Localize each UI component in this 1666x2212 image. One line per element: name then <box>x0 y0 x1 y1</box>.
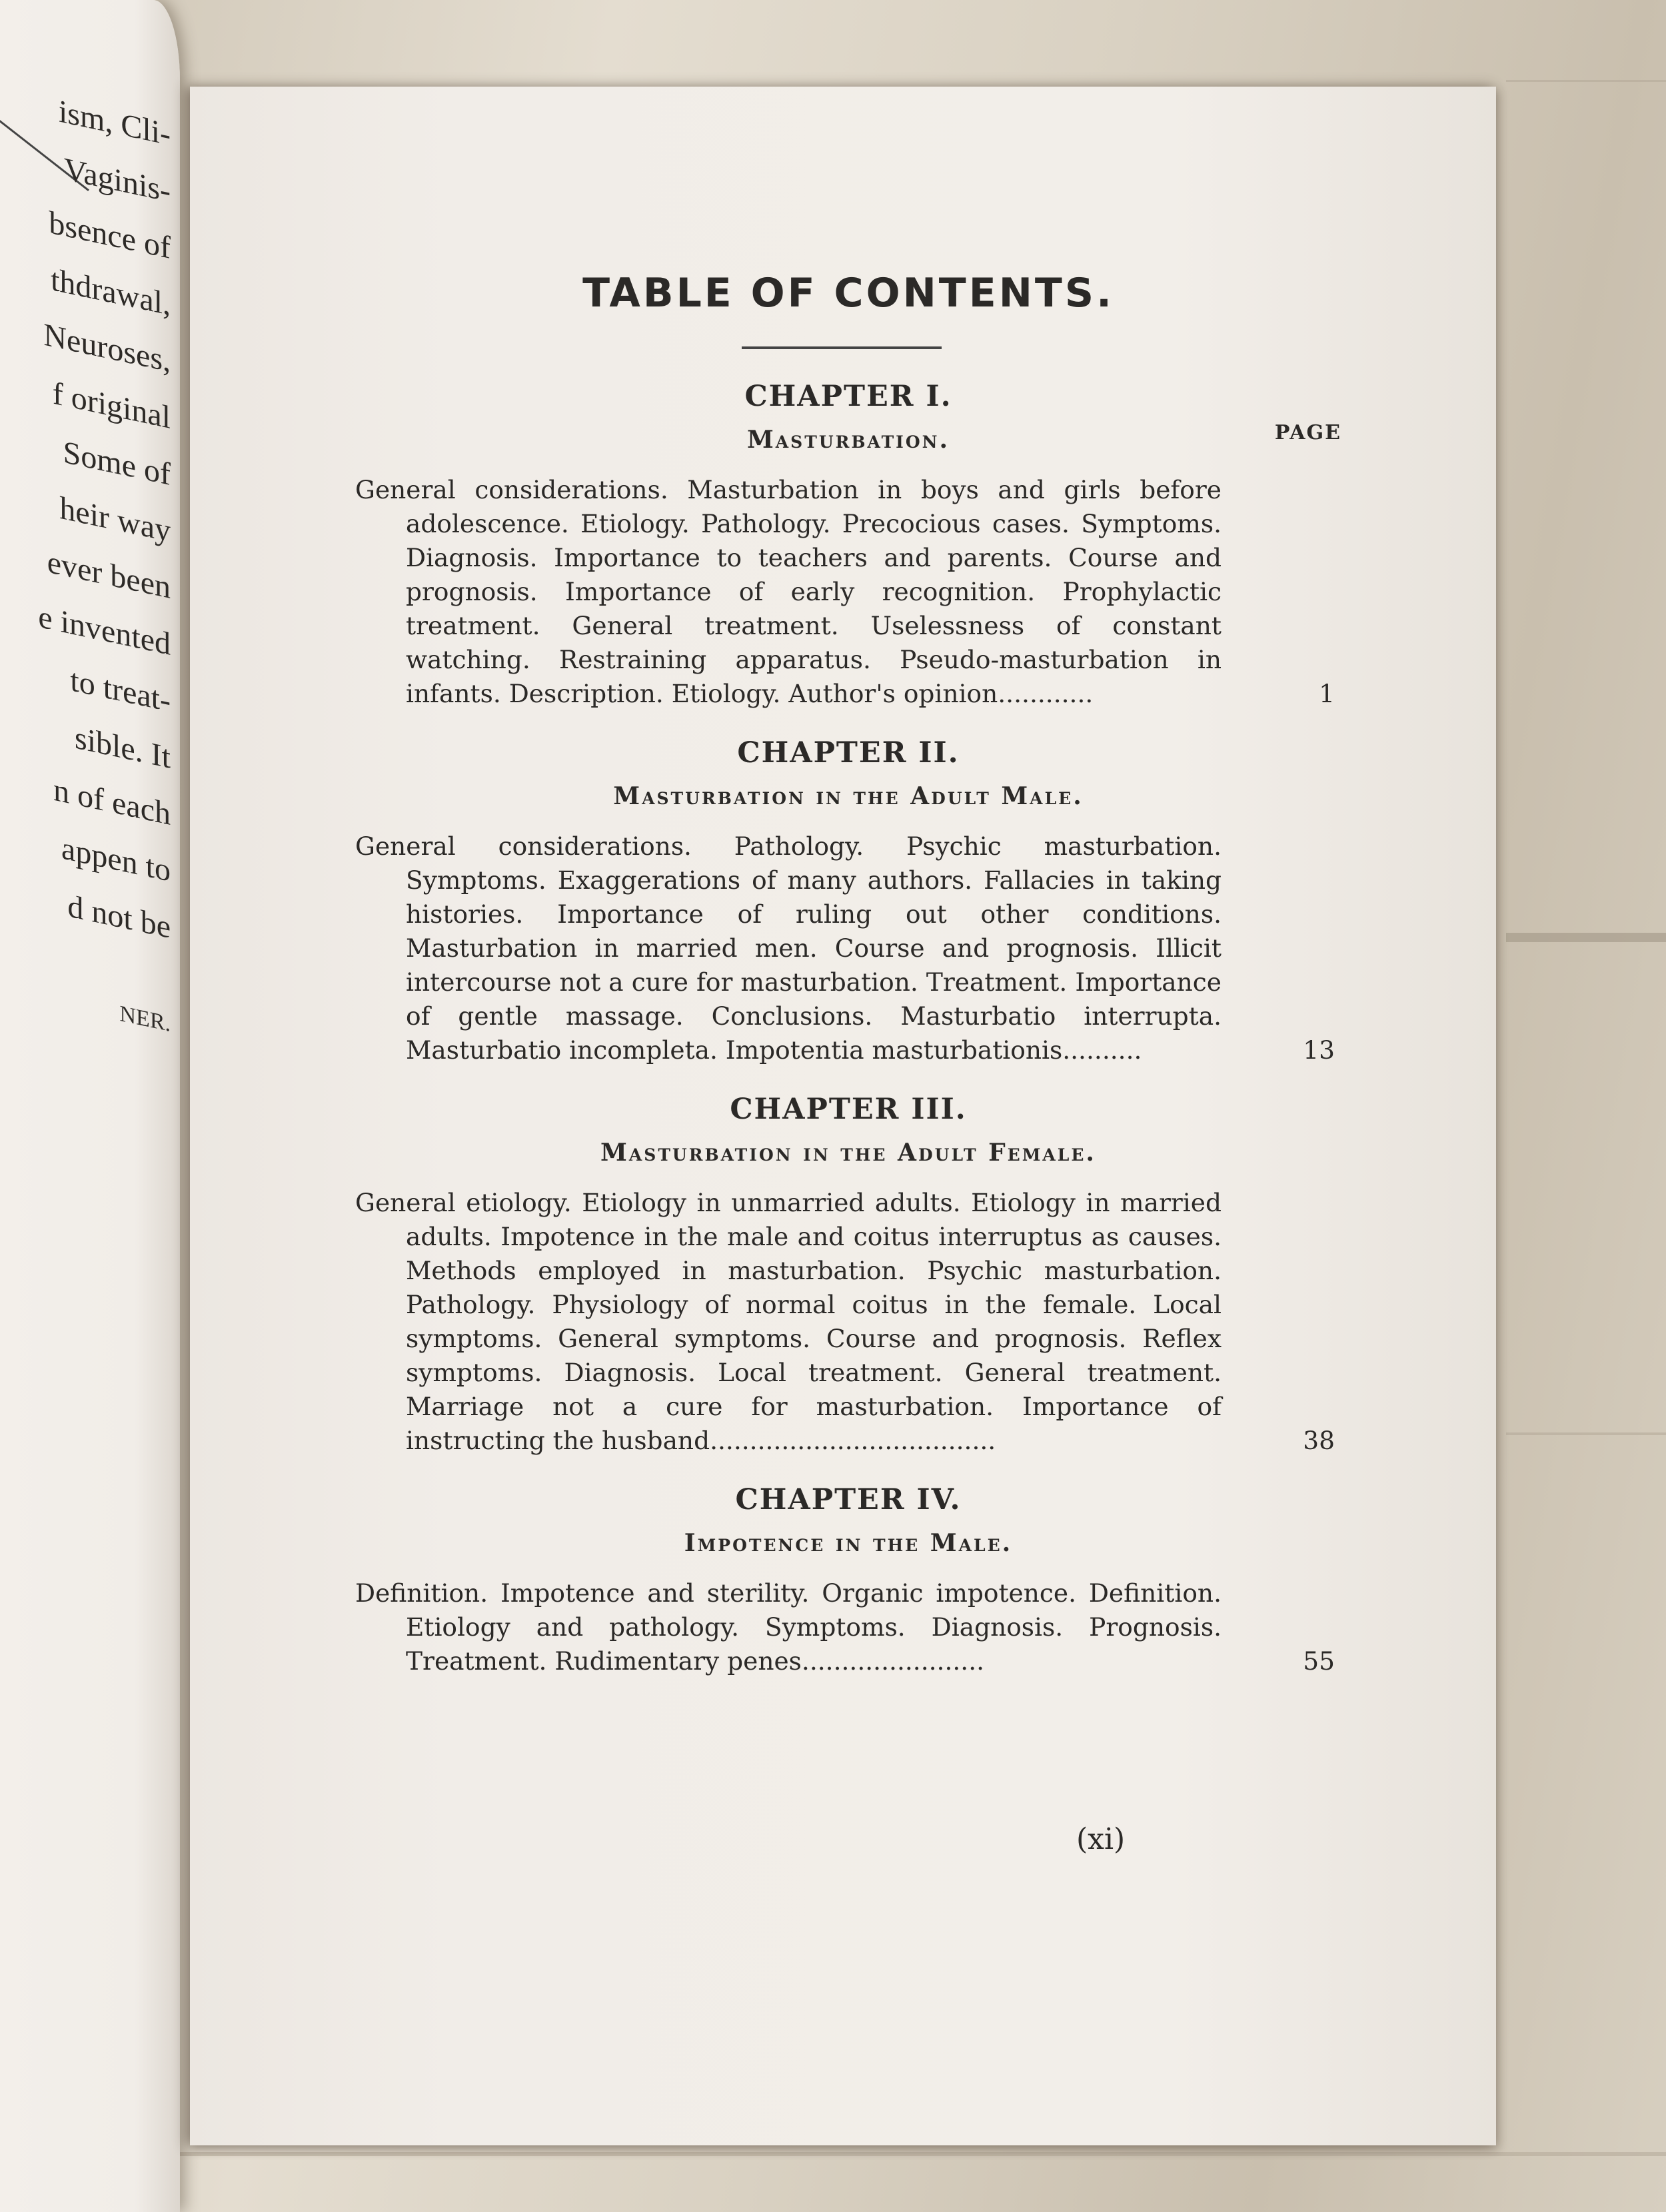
chapter-page-number: 55 <box>1303 1646 1335 1676</box>
left-facing-page <box>0 0 180 2212</box>
left-page-line: bsence of <box>49 205 171 266</box>
page-column-heading: PAGE <box>1274 421 1341 444</box>
left-page-line: to treat- <box>70 662 171 719</box>
chapter-summary: General considerations. Pathology. Psychic masturbation. Symptoms. Exaggerations of many authors. Fallacies in taking histories. Importance of ruling out other conditions. Masturbation in married men. Course and prognosis. Illicit intercourse not a cure for masturbation. Treatment. Importance of gentle massage. Conclusions. Masturbatio interrupta. Masturbatio incompleta. Impotentia masturbationis.......... <box>355 831 1222 1065</box>
chapter-page-number: 1 <box>1319 679 1335 708</box>
wood-grain <box>1506 80 1666 82</box>
chapter-page-number: 13 <box>1303 1035 1335 1065</box>
left-page-line: Neuroses, <box>43 316 171 379</box>
chapter-subtitle: Masturbation. <box>746 426 950 454</box>
page-title: TABLE OF CONTENTS. <box>582 270 1114 316</box>
wood-grain <box>0 2152 1666 2156</box>
left-page-line: Some of <box>63 434 171 492</box>
toc-content <box>355 270 1341 1678</box>
left-page-line: ism, Cli- <box>58 93 171 153</box>
chapter-subtitle: Masturbation in the Adult Female. <box>600 1139 1096 1167</box>
chapter-1 <box>355 373 1341 711</box>
left-page-line: Vaginis- <box>64 151 171 209</box>
chapter-summary: General considerations. Masturbation in boys and girls before adolescence. Etiology. Pathology. Precocious cases. Symptoms. Diagnosis. Importance to teachers and parents. Course and prognosis. Importance of early recognition. Prophylactic treatment. General treatment. Uselessness of constant watching. Restraining apparatus. Pseudo-masturbation in infants. Description. Etiology. Author's opinion............ <box>355 475 1222 708</box>
chapter-subtitle: Masturbation in the Adult Male. <box>613 782 1084 810</box>
chapter-summary: Definition. Impotence and sterility. Organic impotence. Definition. Etiology and pathology. Symptoms. Diagnosis. Prognosis. Treatment. Rudimentary penes....................... <box>355 1578 1222 1676</box>
chapter-4 <box>355 1476 1341 1678</box>
chapter-label: CHAPTER IV. <box>735 1483 962 1516</box>
wood-grain <box>1506 1432 1666 1435</box>
chapter-entry <box>355 473 1341 711</box>
chapter-3 <box>355 1086 1341 1458</box>
left-page-line: thdrawal, <box>51 261 171 322</box>
left-page-line: e invented <box>38 598 171 662</box>
chapter-2 <box>355 730 1341 1067</box>
chapter-label: CHAPTER III. <box>730 1093 967 1126</box>
left-page-line: heir way <box>59 490 171 549</box>
left-page-text <box>4 71 171 1053</box>
left-page-line: sible. It <box>75 720 171 776</box>
chapter-label: CHAPTER I. <box>744 380 952 413</box>
chapter-entry <box>355 1576 1341 1678</box>
book-page <box>190 87 1496 2145</box>
left-page-line: f original <box>52 375 171 436</box>
chapter-entry <box>355 1186 1341 1458</box>
chapter-label: CHAPTER II. <box>737 736 960 770</box>
left-page-line: d not be <box>67 888 171 945</box>
chapter-summary: General etiology. Etiology in unmarried adults. Etiology in married adults. Impotence in the male and coitus interruptus as causes. Methods employed in masturbation. Psychic masturbation. Pathology. Physiology of normal coitus in the female. Local symptoms. General symptoms. Course and prognosis. Reflex symptoms. Diagnosis. Local treatment. General treatment. Marriage not a cure for masturbation. Importance of instructing the husband.................................... <box>355 1188 1222 1455</box>
page-folio: (xi) <box>1076 1822 1126 1856</box>
chapter-entry <box>355 830 1341 1067</box>
left-page-signature: NER. <box>119 1001 171 1037</box>
left-page-line: ever been <box>47 544 171 606</box>
left-page-line: appen to <box>61 830 171 889</box>
wood-grain <box>1506 933 1666 942</box>
title-rule <box>742 346 942 349</box>
chapter-page-number: 38 <box>1303 1426 1335 1455</box>
chapter-subtitle: Impotence in the Male. <box>684 1529 1013 1557</box>
left-page-line: n of each <box>53 772 171 832</box>
